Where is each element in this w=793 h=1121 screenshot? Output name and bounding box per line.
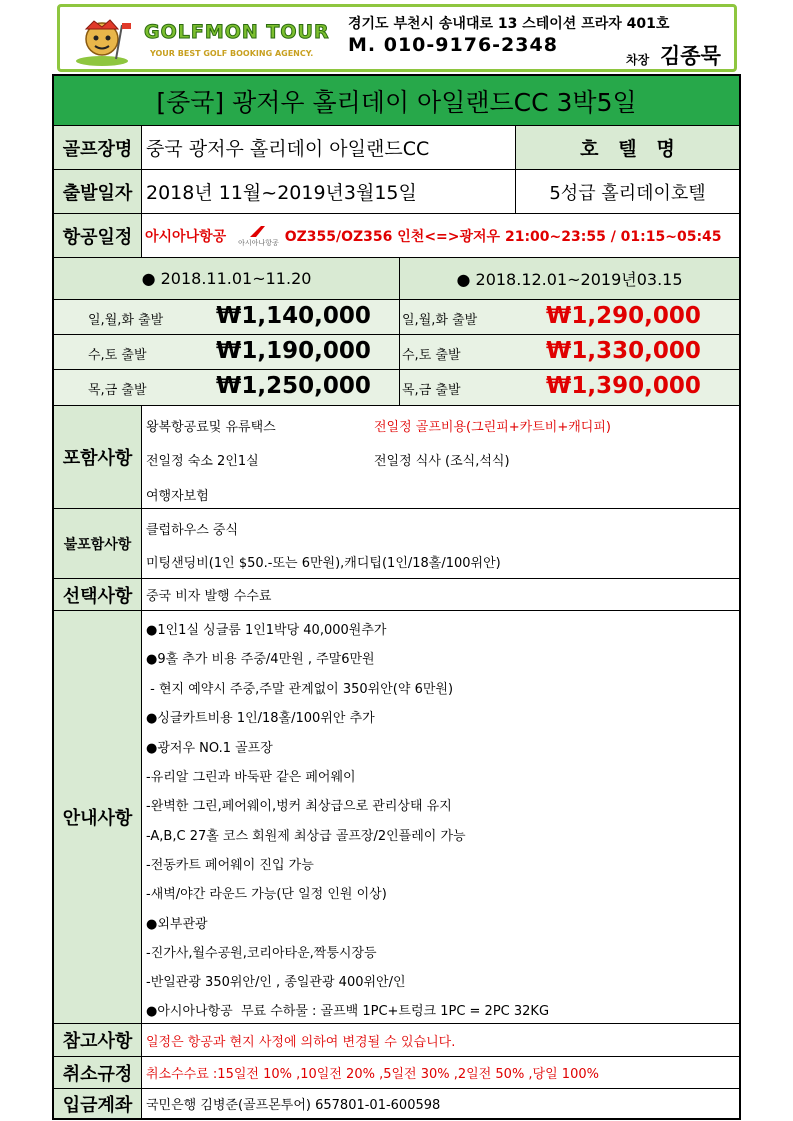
departure-label: 출발일자 [54, 170, 142, 214]
hotel-value: 5성급 홀리데이호텔 [516, 170, 739, 214]
airline-logo-text: 아시아나항공 [238, 238, 279, 247]
price-day: 일,월,화 출발 [88, 313, 164, 328]
airline-logo [238, 224, 279, 248]
header-banner [57, 4, 737, 72]
optional-label: 선택사항 [54, 579, 142, 611]
excluded-label: 불포함사항 [54, 509, 142, 579]
flight-detail: OZ355/OZ356 인천<=>광저우 21:00~23:55 / 01:15~05:45 [284, 228, 722, 245]
price-amount: ₩1,250,000 [216, 373, 371, 399]
brand-tagline: YOUR BEST GOLF BOOKING AGENCY. [150, 49, 314, 58]
guide-item: -진가사,월수공원,코리아타운,짝퉁시장등 [146, 946, 377, 961]
golf-course-label: 골프장명 [54, 126, 142, 170]
hotel-label: 호 텔 명 [516, 126, 739, 170]
guide-item: ●광저우 NO.1 골프장 [146, 741, 273, 756]
guide-item: - 현지 예약시 주중,주말 관계없이 350위안(약 6만원) [146, 682, 454, 697]
included-item: 전일정 숙소 2인1실 [146, 454, 259, 469]
guide-item: -유리알 그린과 바둑판 같은 페어웨이 [146, 770, 356, 785]
price-day: 목,금 출발 [88, 383, 147, 398]
guide-item: -반일관광 350위안/인 , 종일관광 400위안/인 [146, 975, 406, 990]
price-row [54, 300, 400, 335]
departure-value: 2018년 11월~2019년3월15일 [142, 170, 516, 214]
price-amount: ₩1,190,000 [216, 338, 371, 364]
price-row [54, 335, 400, 370]
guide-label: 안내사항 [54, 611, 142, 1024]
price-amount: ₩1,140,000 [216, 303, 371, 329]
excluded-list [142, 509, 739, 579]
account-label: 입금계좌 [54, 1089, 142, 1118]
included-label: 포함사항 [54, 406, 142, 509]
golf-course-value: 중국 광저우 홀리데이 아일랜드CC [142, 126, 516, 170]
contact-position: 차장 [626, 53, 650, 67]
guide-item: -A,B,C 27홀 코스 회원제 최상급 골프장/2인플레이 가능 [146, 829, 466, 844]
guide-item: ●아시아나항공 무료 수하물 : 골프백 1PC+트렁크 1PC = 2PC 32KG [146, 1004, 550, 1019]
cancel-value: 취소수수료 :15일전 10% ,10일전 20% ,5일전 30% ,2일전 50% ,당일 100% [142, 1057, 739, 1089]
period-1-heading: ● 2018.11.01~11.20 [54, 258, 400, 300]
contact-name: 김종묵 [660, 44, 721, 68]
tour-title: [중국] 광저우 홀리데이 아일랜드CC 3박5일 [54, 76, 739, 126]
price-row [400, 300, 739, 335]
included-item: 여행자보험 [146, 489, 209, 504]
guide-item: ●1인1실 싱글룸 1인1박당 40,000원추가 [146, 623, 387, 638]
guide-item: ●외부관광 [146, 917, 208, 932]
reference-value: 일정은 항공과 현지 사정에 의하여 변경될 수 있습니다. [142, 1024, 739, 1057]
included-item: 전일정 식사 (조식,석식) [374, 454, 510, 469]
price-amount: ₩1,390,000 [546, 373, 701, 399]
contact-phone[interactable]: M. 010-9176-2348 [348, 34, 558, 56]
period-2-heading: ● 2018.12.01~2019년03.15 [400, 258, 739, 300]
included-item: 왕복항공료및 유류택스 [146, 420, 276, 435]
company-address: 경기도 부천시 송내대로 13 스테이션 프라자 401호 [348, 16, 670, 32]
flight-info [142, 214, 739, 258]
account-value: 국민은행 김병준(골프몬투어) 657801-01-600598 [146, 1098, 441, 1113]
price-amount: ₩1,330,000 [546, 338, 701, 364]
optional-value: 중국 비자 발행 수수료 [142, 579, 739, 611]
included-item: 전일정 골프비용(그린피+카트비+캐디피) [374, 420, 611, 435]
price-row [54, 370, 400, 406]
airline-name: 아시아나항공 [145, 228, 227, 245]
price-amount: ₩1,290,000 [546, 303, 701, 329]
cancel-label: 취소규정 [54, 1057, 142, 1089]
price-day: 일,월,화 출발 [402, 313, 478, 328]
excluded-item: 클럽하우스 중식 [146, 523, 239, 538]
reference-label: 참고사항 [54, 1024, 142, 1057]
guide-list [142, 611, 739, 1024]
brand-name: GOLFMON TOUR [144, 21, 330, 43]
airline-wing-icon [248, 224, 268, 238]
price-day: 수,토 출발 [402, 348, 461, 363]
price-day: 수,토 출발 [88, 348, 147, 363]
flight-label: 항공일정 [54, 214, 142, 258]
guide-item: -전동카트 페어웨이 진입 가능 [146, 858, 314, 873]
included-list [142, 406, 739, 509]
excluded-item: 미팅샌딩비(1인 $50.-또는 6만원),캐디팁(1인/18홀/100위안) [146, 556, 501, 571]
price-row [400, 370, 739, 406]
guide-item: ●9홀 추가 비용 주중/4만원 , 주말6만원 [146, 652, 375, 667]
guide-item: ●싱글카트비용 1인/18홀/100위안 추가 [146, 711, 375, 726]
price-day: 목,금 출발 [402, 383, 461, 398]
guide-item: -새벽/야간 라운드 가능(단 일정 인원 이상) [146, 887, 387, 902]
price-row [400, 335, 739, 370]
guide-item: -완벽한 그린,페어웨이,벙커 최상급으로 관리상태 유지 [146, 799, 452, 814]
tour-info-table [52, 74, 741, 1120]
golf-mascot-logo-icon [72, 15, 134, 67]
